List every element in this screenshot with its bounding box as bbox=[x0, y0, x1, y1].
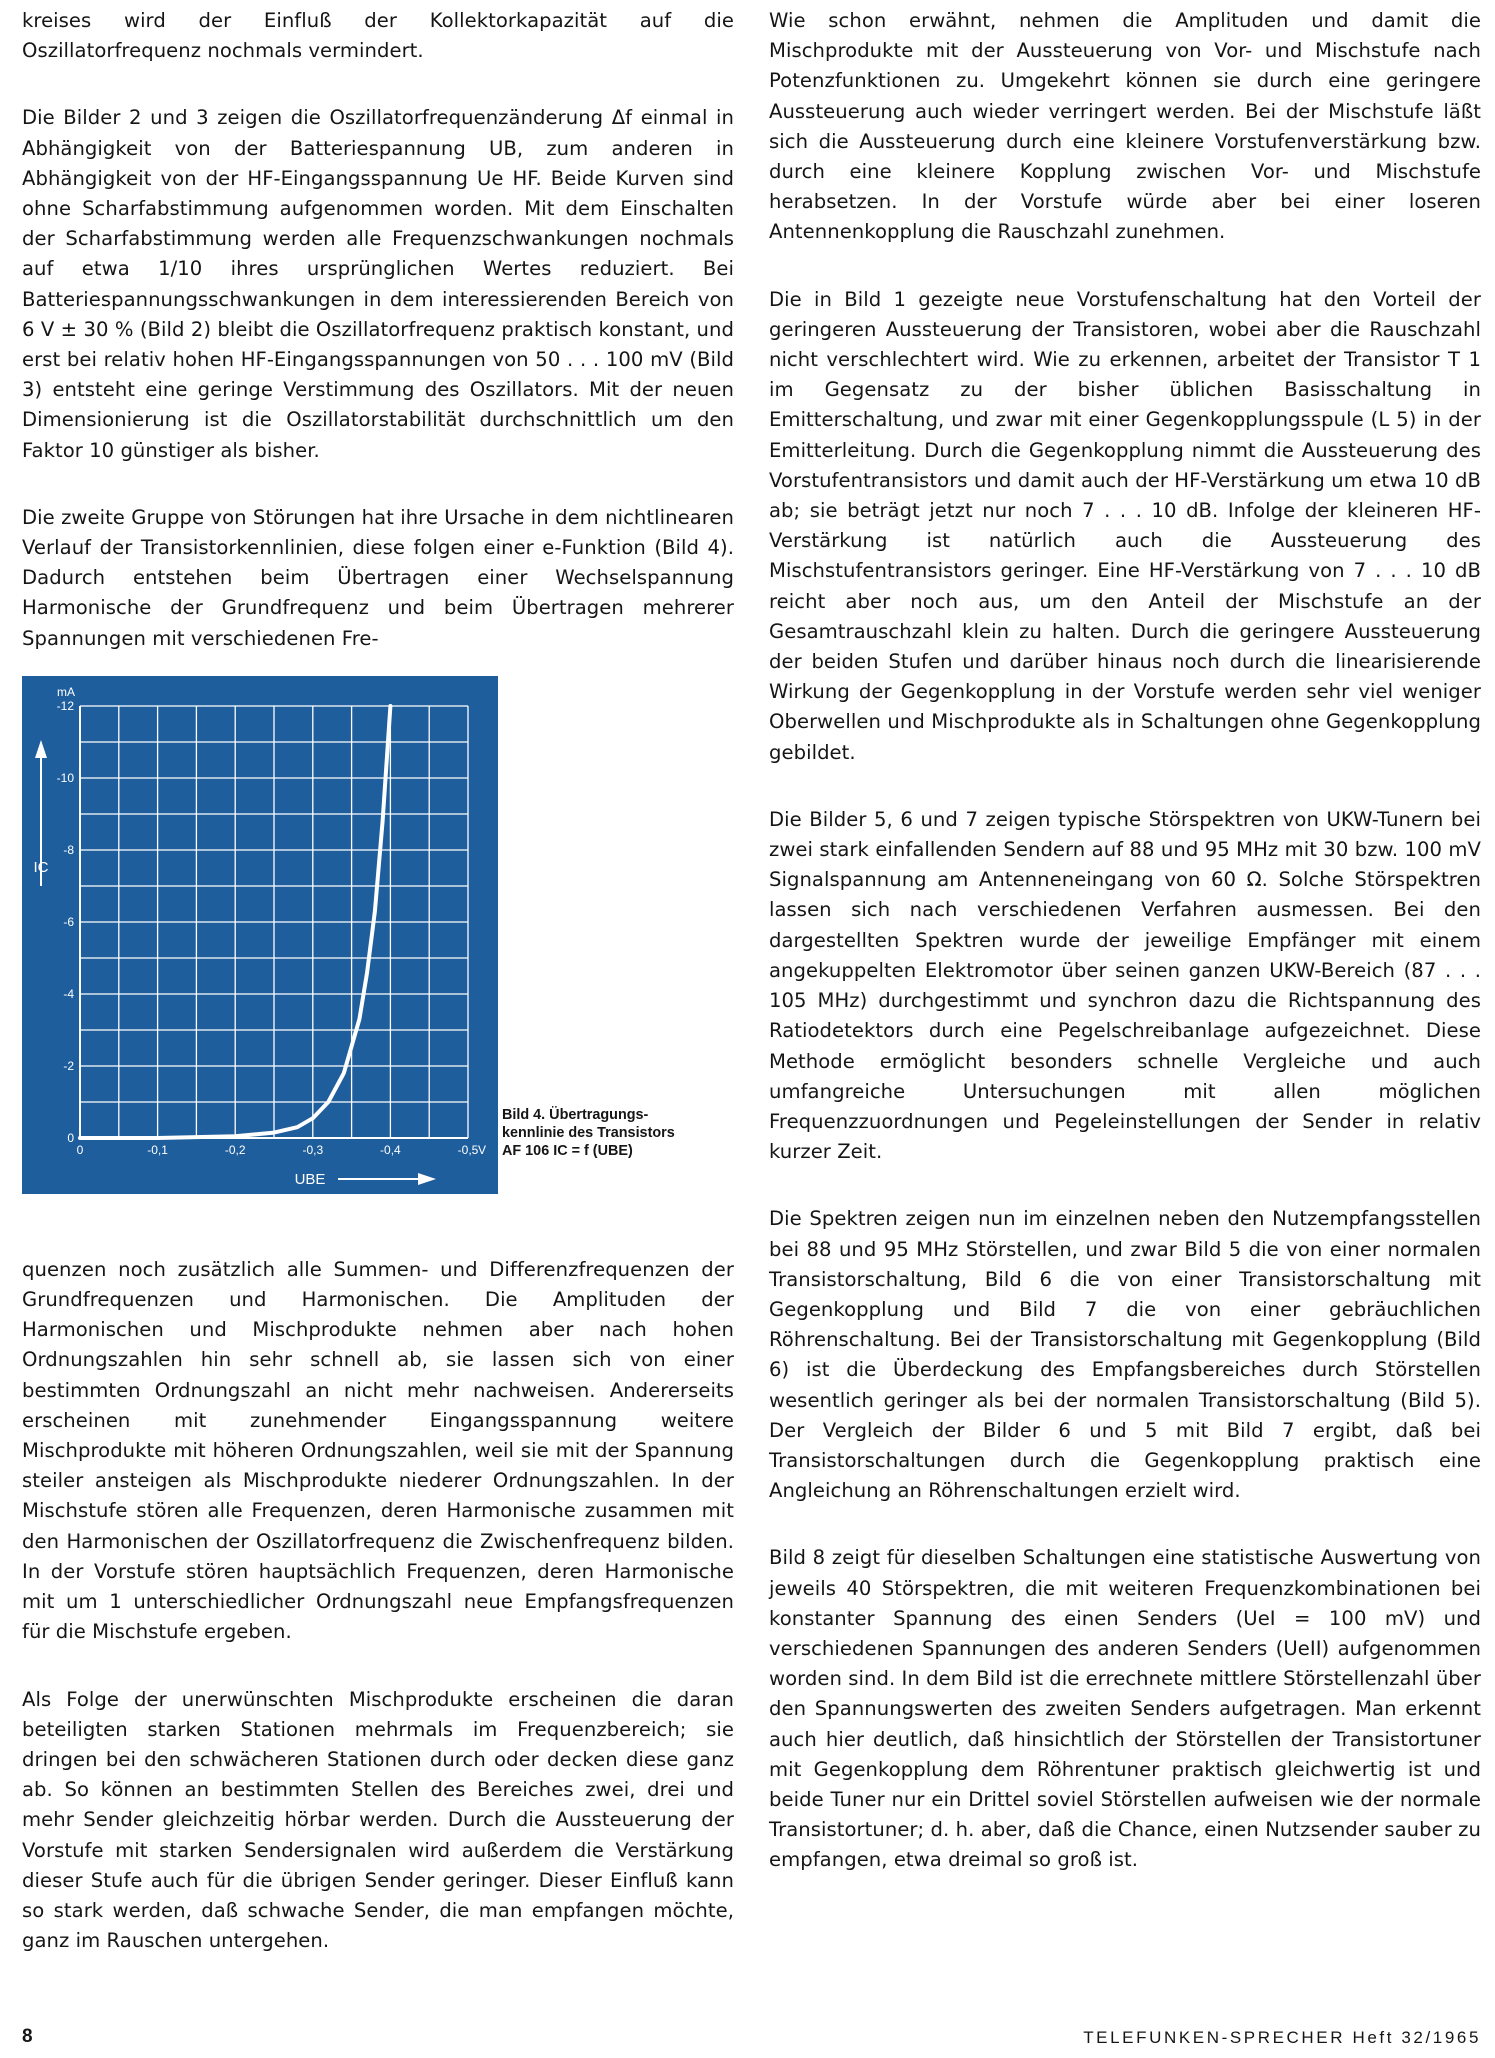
y-unit-label: mA bbox=[57, 684, 75, 699]
y-tick-label: -6 bbox=[63, 914, 74, 929]
y-tick-label: -12 bbox=[56, 698, 74, 713]
y-tick-label: -8 bbox=[63, 842, 74, 857]
chart-svg bbox=[22, 676, 498, 1194]
paragraph: Bild 8 zeigt für dieselben Schaltungen eine statistische Auswertung von jeweils 40 Störspektren, die mit weiteren Frequenzkombinationen bei konstanter Spannung des einen Senders (UeI = 100 mV) und verschiedenen Spannungen des anderen Senders (UeII) aufgenommen worden sind. In dem Bild ist die errechnete mittlere Störstellenzahl über den Spannungswerten des zweiten Senders aufgetragen. Man erkennt auch hier deutlich, daß hinsichtlich der Störstellen der Transistortuner mit Gegenkopplung dem Röhrentuner praktisch gleichwertig ist und beide Tuner nur ein Drittel soviel Störstellen aufweisen wie der normale Transistortuner; d. h. aber, daß die Chance, einen Nutzsender sauber zu empfangen, etwa dreimal so groß ist. bbox=[769, 1546, 1481, 1872]
paragraph: Wie schon erwähnt, nehmen die Amplituden und damit die Mischprodukte mit der Aussteuerung von Vor- und Mischstufe nach Potenzfunktionen zu. Umgekehrt können sie durch eine geringere Aussteuerung auch wieder verringert werden. Bei der Mischstufe läßt sich die Aussteuerung durch eine kleinere Vorstufenverstärkung bzw. durch eine kleinere Kopplung zwischen Vor- und Mischstufe herabsetzen. In der Vorstufe würde aber bei einer loseren Antennenkopplung die Rauschzahl zunehmen. bbox=[769, 9, 1481, 244]
paragraph: Die in Bild 1 gezeigte neue Vorstufenschaltung hat den Vorteil der geringeren Aussteuerung der Transistoren, wobei aber die Rauschzahl nicht verschlechtert wird. Wie zu erkennen, arbeitet der Transistor T 1 im Gegensatz zu der bisher üblichen Basisschaltung in Emitterschaltung, und zwar mit einer Gegenkopplungsspule (L 5) in der Emitterleitung. Durch die Gegenkopplung nimmt die Aussteuerung des Vorstufentransistors und damit auch der HF-Verstärkung um etwa 10 dB ab; sie beträgt jetzt nur noch 7 . . . 10 dB. Infolge der kleineren HF-Verstärkung ist natürlich auch die Aussteuerung des Mischstufentransistors geringer. Eine HF-Verstärkung von 7 . . . 10 dB reicht aber noch aus, um den Anteil der Mischstufe an der Gesamtrauschzahl klein zu halten. Durch die geringere Aussteuerung der beiden Stufen und darüber hinaus noch durch die linearisierende Wirkung der Gegenkopplung in der Vorstufe werden sehr viel weniger Oberwellen und Mischprodukte als in Schaltungen ohne Gegenkopplung gebildet. bbox=[769, 287, 1481, 764]
paragraph: kreises wird der Einfluß der Kollektorkapazität auf die Oszillatorfrequenz nochmals vermindert. bbox=[22, 9, 734, 63]
paragraph: Die Spektren zeigen nun im einzelnen neben den Nutzempfangsstellen bei 88 und 95 MHz Störstellen, und zwar Bild 5 die von einer normalen Transistorschaltung, Bild 6 die von einer Transistorschaltung mit Gegenkopplung und Bild 7 die von einer gebräuchlichen Röhrenschaltung. Bei der Transistorschaltung mit Gegenkopplung (Bild 6) ist die Überdeckung des Empfangsbereiches durch Störstellen wesentlich geringer als bei der normalen Transistorschaltung (Bild 5). Der Vergleich der Bilder 6 und 5 mit Bild 7 ergibt, daß bei Transistorschaltungen durch die Gegenkopplung praktisch eine Angleichung an Röhrenschaltungen erzielt wird. bbox=[769, 1207, 1481, 1503]
x-tick-label: -0,2 bbox=[224, 1142, 246, 1157]
paragraph: Die Bilder 5, 6 und 7 zeigen typische Störspektren von UKW-Tunern bei zwei stark einfallenden Sendern auf 88 und 95 MHz mit 30 bzw. 100 mV Signalspannung am Antenneneingang von 60 Ω. Solche Störspektren lassen sich nach verschiedenen Verfahren ausmessen. Bei den dargestellten Spektren wurde der jeweilige Empfänger mit einem angekuppelten Elektromotor über seinen ganzen UKW-Bereich (87 . . . 105 MHz) durchgestimmt und synchron dazu die Richtspannung des Ratiodetektors durch eine Pegelschreibanlage aufgezeichnet. Diese Methode ermöglicht besonders schnelle Vergleiche und auch umfangreiche Untersuchungen mit allen möglichen Frequenzzuordnungen und Pegeleinstellungen der Sender in relativ kurzer Zeit. bbox=[769, 807, 1481, 1164]
paragraph: quenzen noch zusätzlich alle Summen- und Differenzfrequenzen der Grundfrequenzen und Harmonischen. Die Amplituden der Harmonischen und Mischprodukte nehmen aber nach hohen Ordnungszahlen hin sehr schnell ab, sie lassen sich von einer bestimmten Ordnungszahl an nicht mehr nachweisen. Andererseits erscheinen mit zunehmender Eingangsspannung weitere Mischprodukte mit höheren Ordnungszahlen, weil sie mit der Spannung steiler ansteigen als Mischprodukte niederer Ordnungszahlen. In der Mischstufe stören alle Frequenzen, deren Harmonische zusammen mit den Harmonischen der Oszillatorfrequenz die Zwischenfrequenz bilden. In der Vorstufe stören hauptsächlich Frequenzen, deren Harmonische mit um 1 unterschiedlicher Ordnungszahl neue Empfangsfrequenzen für die Mischstufe ergeben. bbox=[22, 1257, 734, 1644]
x-axis-arrow-head bbox=[418, 1173, 436, 1185]
y-tick-label: -10 bbox=[56, 770, 74, 785]
figure-caption bbox=[502, 1106, 730, 1160]
y-axis-label: IC bbox=[33, 858, 49, 876]
page-number: 8 bbox=[22, 2026, 33, 2047]
x-tick-label: -0,4 bbox=[380, 1142, 401, 1157]
magazine-footer: TELEFUNKEN-SPRECHER Heft 32/1965 bbox=[1083, 2028, 1481, 2047]
paragraph: Die Bilder 2 und 3 zeigen die Oszillatorfrequenzänderung Δf einmal in Abhängigkeit von der Batteriespannung UB, zum anderen in Abhängigkeit von der HF-Eingangsspannung Ue HF. Beide Kurven sind ohne Scharfabstimmung aufgenommen worden. Mit dem Einschalten der Scharfabstimmung werden alle Frequenzschwankungen nochmals auf etwa 1/10 ihres ursprünglichen Wertes reduziert. Bei Batteriespannungsschwankungen in dem interessierenden Bereich von 6 V ± 30 % (Bild 2) bleibt die Oszillatorfrequenz praktisch konstant, und erst bei relativ hohen HF-Eingangsspannungen von 50 . . . 100 mV (Bild 3) entsteht eine geringe Verstimmung des Oszillators. Mit der neuen Dimensionierung ist die Oszillatorstabilität durchschnittlich um den Faktor 10 günstiger als bisher. bbox=[22, 106, 734, 462]
caption-line: Bild 4. Übertragungs- bbox=[502, 1106, 649, 1123]
x-axis-label: UBE bbox=[294, 1170, 326, 1188]
y-tick-label: -2 bbox=[63, 1058, 74, 1073]
transfer-characteristic-chart bbox=[22, 676, 498, 1194]
x-tick-label: -0,5 bbox=[457, 1142, 479, 1157]
y-tick-label: 0 bbox=[67, 1130, 74, 1145]
y-axis-arrow-head bbox=[35, 740, 47, 758]
caption-line: AF 106 IC = f (UBE) bbox=[502, 1142, 633, 1159]
right-column bbox=[769, 6, 1481, 1913]
figure-bild-4 bbox=[22, 676, 734, 1241]
left-column bbox=[22, 6, 734, 1993]
caption-line: kennlinie des Transistors bbox=[502, 1124, 675, 1141]
x-tick-label: -0,1 bbox=[147, 1142, 168, 1157]
paragraph: Als Folge der unerwünschten Mischprodukte erscheinen die daran beteiligten starken Stationen mehrmals im Frequenzbereich; sie dringen bei den schwächeren Stationen durch oder decken diese ganz ab. So können an bestimmten Stellen des Bereiches zwei, drei und mehr Sender gleichzeitig hörbar werden. Durch die Aussteuerung der Vorstufe mit starken Sendersignalen wird außerdem die Verstärkung dieser Stufe auch für die übrigen Sender geringer. Dieser Einfluß kann so stark werden, daß schwache Sender, die man empfangen möchte, ganz im Rauschen untergehen. bbox=[22, 1687, 734, 1953]
x-tick-label: 0 bbox=[76, 1142, 84, 1157]
paragraph: Die zweite Gruppe von Störungen hat ihre Ursache in dem nichtlinearen Verlauf der Transistorkennlinien, diese folgen einer e-Funktion (Bild 4). Dadurch entstehen beim Übertragen einer Wechselspannung Harmonische der Grundfrequenz und beim Übertragen mehrerer Spannungen mit verschiedenen Fre- bbox=[22, 505, 734, 650]
x-tick-label: -0,3 bbox=[302, 1142, 324, 1157]
y-tick-label: -4 bbox=[63, 986, 74, 1001]
x-unit-label: V bbox=[477, 1142, 487, 1157]
